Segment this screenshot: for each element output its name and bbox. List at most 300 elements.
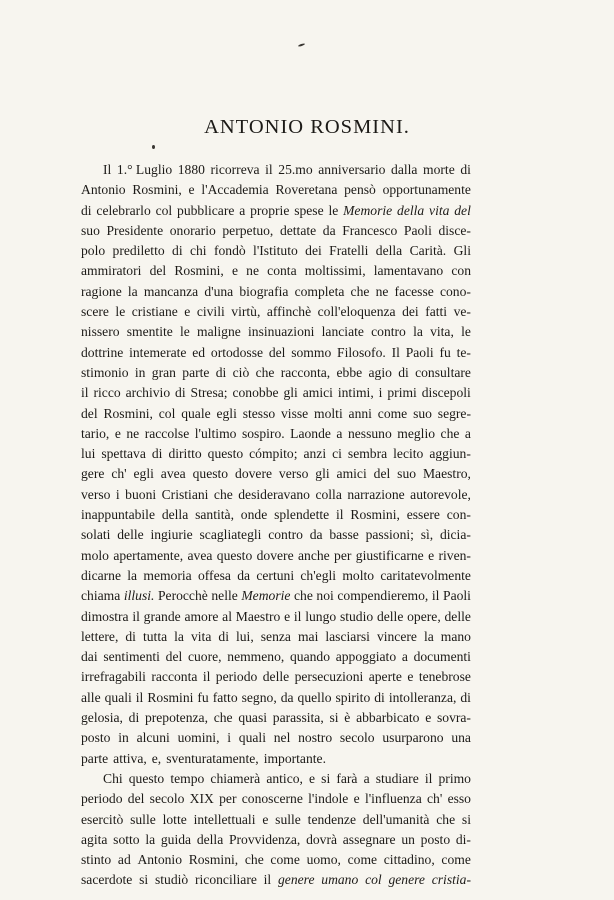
- word: studio: [339, 608, 374, 624]
- word: spese: [294, 202, 324, 218]
- word: coll'eloquenza: [317, 304, 396, 320]
- word: Il: [103, 162, 112, 177]
- word: tendenze: [307, 811, 356, 827]
- word: passioni;: [365, 527, 414, 543]
- word: e: [425, 710, 432, 726]
- word: per: [219, 791, 237, 807]
- text-line: [81, 261, 471, 281]
- word: il: [263, 872, 272, 888]
- word: vita: [429, 202, 450, 218]
- word: stimonio: [81, 364, 129, 380]
- word: come: [441, 852, 471, 868]
- word: a: [239, 202, 246, 218]
- word: una: [451, 730, 471, 746]
- word: amici: [336, 466, 367, 482]
- word: che: [293, 588, 313, 604]
- word: ch': [111, 466, 127, 482]
- word: della: [397, 202, 425, 218]
- word: Rosmini: [147, 689, 194, 705]
- word: sentimenti: [103, 649, 160, 665]
- text-line: [81, 282, 471, 302]
- word: la: [413, 324, 423, 340]
- word: genere: [278, 872, 315, 888]
- word: ortodosse: [210, 344, 264, 360]
- word: delle: [444, 608, 471, 624]
- word: i: [227, 730, 232, 746]
- word: prediletto: [112, 243, 165, 259]
- text-line: [81, 688, 471, 708]
- word: avea: [187, 547, 213, 563]
- word: sacerdote: [81, 872, 133, 888]
- word: del: [268, 344, 286, 360]
- text-line: [81, 464, 471, 484]
- word: Memorie: [241, 588, 291, 604]
- word: posto: [420, 831, 451, 847]
- word: come: [270, 852, 300, 868]
- word: visse: [281, 405, 309, 421]
- word: persecuzioni: [294, 669, 364, 685]
- word: Il: [391, 344, 400, 360]
- word: conta: [267, 263, 297, 279]
- word: suo: [413, 405, 432, 421]
- word: Rosmini,: [132, 182, 182, 198]
- word: appoggiato: [335, 649, 397, 665]
- word: sventuratamente,: [166, 750, 259, 766]
- word: importante.: [263, 750, 326, 766]
- word: abbarbicato: [356, 710, 420, 726]
- word: il: [424, 770, 433, 786]
- word: nissero: [81, 324, 120, 340]
- word: intimi,: [337, 385, 374, 401]
- text-line: [81, 810, 471, 830]
- word: XIX: [189, 791, 214, 807]
- word: di: [460, 689, 471, 705]
- word: fu: [197, 689, 209, 705]
- word: Carità.: [409, 243, 447, 259]
- word: Antonio: [137, 852, 182, 868]
- word: tutta: [142, 628, 168, 644]
- word: ciò: [232, 364, 250, 380]
- word: maligne: [197, 324, 241, 340]
- word: fatto: [212, 689, 238, 705]
- word: gere: [81, 466, 105, 482]
- word: memoria: [143, 567, 192, 583]
- word: l'ultimo: [194, 425, 237, 441]
- word: molo: [81, 547, 109, 563]
- word: sommo: [291, 344, 332, 360]
- word: questo: [216, 547, 253, 563]
- word: la: [423, 628, 434, 644]
- word: virtù,: [231, 304, 261, 320]
- word: essere: [406, 507, 440, 523]
- word: a: [401, 649, 408, 665]
- word: e: [428, 547, 435, 563]
- word: che: [213, 486, 233, 502]
- word: intolleranza,: [388, 689, 457, 705]
- word: egli: [216, 405, 237, 421]
- word: il: [132, 608, 140, 624]
- word: del: [81, 405, 98, 421]
- word: a: [363, 770, 370, 786]
- word: al: [222, 608, 232, 624]
- word: sovra-: [436, 710, 471, 726]
- word: anzi: [303, 446, 327, 462]
- word: periodo: [215, 669, 258, 685]
- word: nel: [273, 730, 291, 746]
- text-line: [81, 525, 471, 545]
- word: Rosmini,: [350, 507, 400, 523]
- word: amici: [302, 385, 333, 401]
- word: da: [322, 222, 336, 238]
- word: il: [431, 588, 440, 604]
- word: offesa: [197, 567, 231, 583]
- word: e: [184, 304, 191, 320]
- word: gli: [283, 385, 298, 401]
- text-line: [81, 322, 471, 342]
- word: agita: [81, 831, 108, 847]
- word: anniversario: [318, 162, 386, 177]
- word: civili: [196, 304, 225, 320]
- word: come: [347, 852, 378, 868]
- text-line: [81, 221, 471, 241]
- word: stesso: [242, 405, 276, 421]
- word: insinuazioni: [248, 324, 315, 340]
- word: della: [375, 243, 403, 259]
- word: si: [139, 872, 149, 888]
- word: e: [309, 770, 316, 786]
- word: Cristiani: [161, 486, 209, 502]
- word: e: [114, 425, 121, 441]
- word: opportunamente: [382, 182, 471, 198]
- word: Antonio: [81, 182, 126, 198]
- word: te-: [456, 344, 471, 360]
- word: Paoli: [403, 222, 432, 238]
- word: documenti: [413, 649, 471, 665]
- word: primo: [438, 770, 471, 786]
- word: moltissimi,: [304, 263, 366, 279]
- word: le: [328, 202, 339, 218]
- word: Francesco: [342, 222, 398, 238]
- word: smentite: [126, 324, 173, 340]
- word: illusi.: [123, 588, 155, 604]
- word: dottrine: [81, 344, 124, 360]
- word: di: [398, 364, 409, 380]
- word: diritto: [168, 446, 202, 462]
- word: a: [336, 425, 343, 441]
- word: Rosmini,: [103, 405, 153, 421]
- word: uomini,: [177, 730, 220, 746]
- text-line: [81, 424, 471, 444]
- text-line: [81, 180, 471, 200]
- word: spirito: [335, 689, 371, 705]
- word: completa: [294, 283, 345, 299]
- word: che: [440, 425, 460, 441]
- word: uomo,: [306, 852, 341, 868]
- word: segre-: [437, 405, 471, 421]
- word: del: [165, 649, 183, 665]
- word: Paoli: [443, 588, 471, 604]
- word: secolo: [339, 730, 375, 746]
- text-line: [81, 627, 471, 647]
- word: affinchè: [266, 304, 312, 320]
- word: 1.° Luglio: [116, 162, 173, 177]
- word: agio: [368, 364, 392, 380]
- word: usurparono: [382, 730, 444, 746]
- word: solati: [81, 527, 111, 543]
- word: d'una: [204, 283, 234, 299]
- word: cittadino,: [383, 852, 435, 868]
- word: di: [215, 364, 227, 380]
- word: quali: [104, 689, 132, 705]
- word: Filosofo.: [337, 344, 386, 360]
- word: assegnare: [342, 831, 396, 847]
- word: con-: [446, 507, 471, 523]
- text-line: [81, 850, 471, 870]
- word: vita,: [430, 324, 454, 340]
- word: nelle: [211, 588, 238, 604]
- word: i: [378, 385, 383, 401]
- word: parte: [182, 364, 210, 380]
- word: sulle: [275, 811, 301, 827]
- word: ne: [126, 425, 140, 441]
- word: lotte: [162, 811, 187, 827]
- chapter-title: ANTONIO ROSMINI.: [204, 116, 410, 138]
- word: primi: [387, 385, 417, 401]
- word: intemerate: [129, 344, 187, 360]
- word: con: [451, 263, 471, 279]
- word: caritatevolmente: [380, 567, 471, 583]
- word: dell'umanità: [362, 811, 430, 827]
- word: il: [202, 669, 211, 685]
- word: 25.mo: [278, 162, 313, 177]
- word: basse: [329, 527, 359, 543]
- word: gelosia,: [81, 710, 123, 726]
- word: ch': [427, 791, 443, 807]
- word: mancanza: [143, 283, 199, 299]
- word: da: [280, 689, 294, 705]
- word: verso: [278, 466, 309, 482]
- word: la: [145, 831, 156, 847]
- word: perpetuo,: [222, 222, 274, 238]
- word: contro: [371, 324, 406, 340]
- word: studiò: [154, 872, 189, 888]
- word: sì,: [420, 527, 434, 543]
- word: contro: [268, 527, 303, 543]
- word: il: [336, 507, 344, 523]
- word: santità,: [195, 507, 234, 523]
- word: l'influenza: [364, 791, 422, 807]
- word: antico,: [266, 770, 303, 786]
- body-text: [81, 160, 471, 891]
- word: Fratelli: [329, 243, 369, 259]
- word: Perocchè: [157, 588, 208, 604]
- word: Gli: [453, 243, 471, 259]
- word: alle: [81, 689, 101, 705]
- word: autorevole,: [410, 486, 471, 502]
- word: di: [460, 162, 471, 177]
- word: e: [188, 182, 195, 198]
- word: anche: [297, 547, 330, 563]
- word: meglio: [397, 425, 436, 441]
- word: apertamente,: [113, 547, 184, 563]
- word: irrefragabili: [81, 669, 146, 685]
- ink-speck-mark: [298, 43, 305, 47]
- word: studiare: [375, 770, 419, 786]
- word: per: [334, 547, 352, 563]
- word: quello: [297, 689, 332, 705]
- word: aggiun-: [429, 446, 471, 462]
- word: 1880: [177, 162, 205, 177]
- word: ricorreva: [210, 162, 260, 177]
- word: morte: [423, 162, 455, 177]
- word: scagliategli: [199, 527, 262, 543]
- word: e: [284, 608, 291, 624]
- word: Presidente: [106, 222, 164, 238]
- word: fu: [439, 344, 451, 360]
- word: noi: [316, 588, 334, 604]
- word: posto: [81, 730, 111, 746]
- word: dimostra: [81, 608, 129, 624]
- word: di: [218, 628, 229, 644]
- word: e: [231, 263, 239, 279]
- text-line: [81, 647, 471, 667]
- text-line: [81, 667, 471, 687]
- word: Maestro: [235, 608, 281, 624]
- word: è: [344, 710, 351, 726]
- word: Stresa;: [190, 385, 228, 401]
- word: gli: [315, 466, 330, 482]
- word: quale: [181, 405, 211, 421]
- word: tenebrose: [418, 669, 471, 685]
- text-line: [81, 404, 471, 424]
- word: dettate: [279, 222, 317, 238]
- word: del: [454, 202, 471, 218]
- word: un: [401, 831, 415, 847]
- word: di: [151, 446, 163, 462]
- word: narrazione: [347, 486, 405, 502]
- word: e: [407, 669, 414, 685]
- word: lui,: [235, 628, 254, 644]
- word: certuni: [256, 567, 295, 583]
- word: gran: [151, 364, 176, 380]
- text-line: [81, 160, 471, 180]
- word: il: [293, 608, 302, 624]
- word: Rosmini,: [174, 263, 224, 279]
- word: fondò: [213, 243, 246, 259]
- word: di: [125, 628, 136, 644]
- word: della: [196, 831, 224, 847]
- word: di: [81, 202, 92, 218]
- word: nostro: [298, 730, 333, 746]
- word: delle: [117, 527, 144, 543]
- text-line: [81, 546, 471, 566]
- word: pensò: [344, 182, 376, 198]
- word: esercitò: [81, 811, 124, 827]
- word: inappuntabile: [81, 507, 155, 523]
- word: grande: [143, 608, 181, 624]
- word: sulle: [130, 811, 156, 827]
- word: stinto: [81, 852, 112, 868]
- word: farà: [336, 770, 358, 786]
- word: il: [135, 689, 144, 705]
- word: da: [309, 527, 323, 543]
- word: le: [115, 304, 126, 320]
- word: Memorie: [343, 202, 393, 218]
- word: Rosmini,: [188, 852, 239, 868]
- text-line: [81, 363, 471, 383]
- word: e: [353, 791, 360, 807]
- word: compendieremo,: [337, 588, 429, 604]
- word: Chi: [103, 770, 123, 786]
- word: i: [115, 486, 120, 502]
- text-line: [81, 708, 471, 728]
- word: conoscerne: [241, 791, 303, 807]
- word: dei: [402, 304, 419, 320]
- word: questo: [207, 446, 244, 462]
- word: delle: [262, 669, 290, 685]
- word: senza: [260, 628, 291, 644]
- word: dovrà: [306, 831, 338, 847]
- word: come: [377, 405, 408, 421]
- text-line: [81, 769, 471, 789]
- word: dicia-: [439, 527, 471, 543]
- word: ch'egli: [300, 567, 337, 583]
- word: lecito: [393, 446, 424, 462]
- word: ebbe: [336, 364, 363, 380]
- text-line: [81, 241, 471, 261]
- word: del: [373, 466, 391, 482]
- word: onde: [240, 507, 268, 523]
- word: cristiane: [131, 304, 178, 320]
- word: cono-: [439, 283, 471, 299]
- word: riconciliare: [194, 872, 257, 888]
- word: periodo: [81, 791, 123, 807]
- word: Roveretana: [275, 182, 338, 198]
- word: ricco: [93, 385, 121, 401]
- word: dovere: [235, 466, 273, 482]
- word: ve-: [453, 304, 471, 320]
- text-line: [81, 870, 471, 890]
- word: umano: [321, 872, 359, 888]
- word: che: [213, 710, 233, 726]
- word: riven-: [438, 547, 471, 563]
- word: ne: [246, 263, 260, 279]
- word: delle: [376, 608, 404, 624]
- word: il: [265, 162, 273, 177]
- word: mai: [297, 628, 319, 644]
- word: chiama: [81, 588, 121, 604]
- word: quando: [289, 649, 331, 665]
- word: le: [461, 324, 471, 340]
- word: splendette: [274, 507, 330, 523]
- word: Paoli: [405, 344, 434, 360]
- word: chiamerà: [210, 770, 261, 786]
- word: esso: [447, 791, 471, 807]
- word: proprie: [250, 202, 290, 218]
- word: nessuno: [347, 425, 392, 441]
- word: la: [174, 628, 184, 644]
- word: anni: [348, 405, 372, 421]
- word: racconta: [151, 669, 198, 685]
- word: mano: [440, 628, 471, 644]
- word: quasi: [238, 710, 268, 726]
- word: vincere: [376, 628, 417, 644]
- word: disce-: [438, 222, 471, 238]
- word: giustificarne: [355, 547, 424, 563]
- word: egli: [133, 466, 154, 482]
- word: questo: [128, 770, 165, 786]
- word: suo: [397, 466, 417, 482]
